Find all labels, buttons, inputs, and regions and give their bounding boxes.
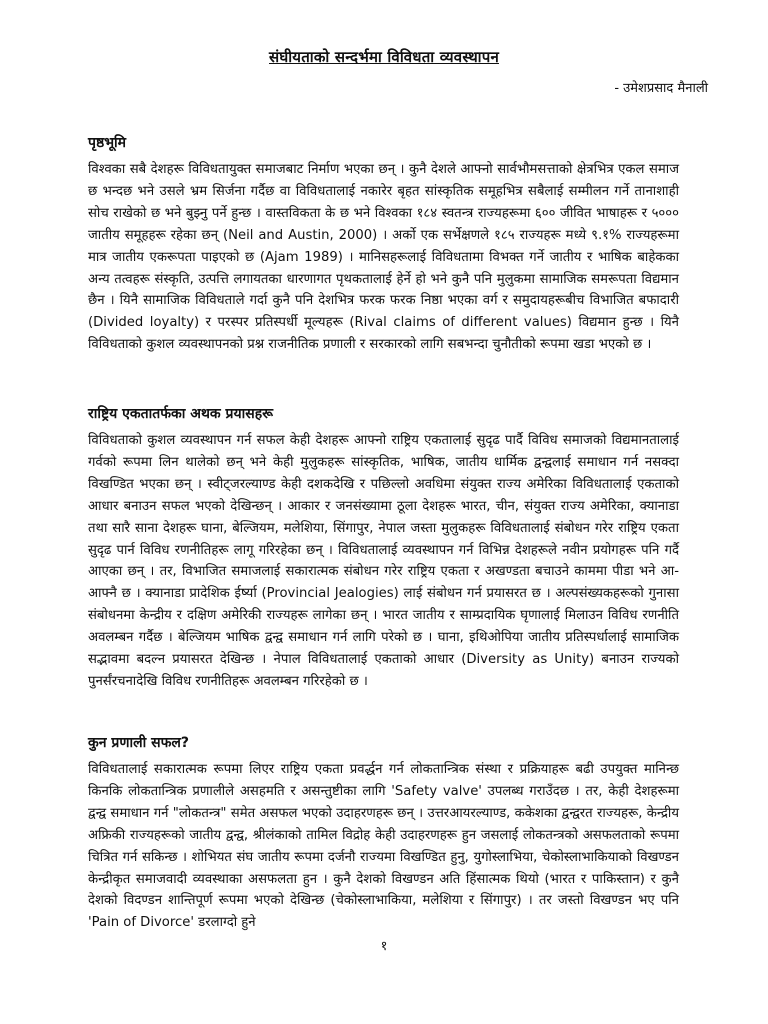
section-body-national-unity: विविधताको कुशल व्यवस्थापन गर्न सफल केही देशहरू आफ्नो राष्ट्रिय एकतालाई सुदृढ पार्दै विविध समाजको विद्यमानतालाई गर्वको रूपमा लिन थालेको छन् भने केही मुलुकहरू सांस्कृतिक, भाषिक, जातीय धार्मिक द्वन्द्वलाई समाधान गर्न नसक्दा विखण्डित भएका छन् । स्वीट्जरल्याण्ड केही दशकदेखि र पछिल्लो अवधिमा संयुक्त राज्य अमेरिका विविधतालाई एकताको आधार बनाउन सफल भएको देखिन्छन् । आकार र जनसंख्यामा ठूला देशहरू भारत, चीन, संयुक्त राज्य अमेरिका, क्यानाडा तथा सारै साना देशहरू घाना, बेल्जियम, मलेशिया, सिंगापुर, नेपाल जस्ता मुलुकहरू विविधतालाई संबोधन गरेर राष्ट्रिय एकता सुदृढ पार्न विविध रणनीतिहरू लागू गरिरहेका छन् । विविधतालाई व्यवस्थापन गर्न विभिन्न देशहरूले नवीन प्रयोगहरू पनि गर्दै आएका छन् । तर, विभाजित समाजलाई सकारात्मक संबोधन गरेर राष्ट्रिय एकता र अखण्डता बचाउने काममा पीडा भने आ-आफ्नै छ । क्यानाडा प्रादेशिक ईर्ष्या (Provincial Jealogies) लाई संबोधन गर्न प्रयासरत छ । अल्पसंख्यकहरूको गुनासा संबोधनमा केन्द्रीय र दक्षिण अमेरिकी राज्यहरू लागेका छन् । भारत जातीय र साम्प्रदायिक घृणालाई मिलाउन विविध रणनीति अवलम्बन गर्दैछ । बेल्जियम भाषिक द्वन्द्व समाधान गर्न लागि परेको छ । घाना, इथिओपिया जातीय प्रतिस्पर्धालाई सामाजिक सद्भावमा बदल्न प्रयासरत देखिन्छ । नेपाल विविधतालाई एकताको आधार (Diversity as Unity) बनाउन राज्यको पुनर्संरचनादेखि विविध रणनीतिहरू अवलम्बन गरिरहेको छ । [88,433,680,689]
section-body-which-system: विविधतालाई सकारात्मक रूपमा लिएर राष्ट्रिय एकता प्रवर्द्धन गर्न लोकतान्त्रिक संस्था र प्रक्रियाहरू बढी उपयुक्त मानिन्छ किनकि लोकतान्त्रिक प्रणालीले असहमति र असन्तुष्टीका लागि 'Safety valve' उपलब्ध गराउँदछ । तर, केही देशहरूमा द्वन्द्व समाधान गर्न "लोकतन्त्र" समेत असफल भएको उदाहरणहरू छन् । उत्तरआयरल्याण्ड, ककेशका द्वन्द्वरत राज्यहरू, केन्द्रीय अफ्रिकी राज्यहरूको जातीय द्वन्द्व, श्रीलंकाको तामिल विद्रोह केही उदाहरणहरू हुन जसलाई लोकतन्त्रको असफलताको रूपमा चित्रित गर्न सकिन्छ । शोभियत संघ जातीय रूपमा दर्जनौ राज्यमा विखण्डित हुनु, युगोस्लाभिया, चेकोस्लाभाकियाको विखण्डन केन्द्रीकृत समाजवादी व्यवस्थाका असफलता हुन । कुनै देशको विखण्डन अति हिंसात्मक थियो (भारत र पाकिस्तान) र कुनै देशको विदण्डन शान्तिपूर्ण रूपमा भएको देखिन्छ (चेकोस्लाभाकिया, मलेशिया र सिंगापुर) । तर जस्तो विखण्डन भए पनि 'Pain of Divorce' डरलाग्दो हुने [88,762,679,931]
section-body-background: विश्वका सबै देशहरू विविधतायुक्त समाजबाट निर्माण भएका छन् । कुनै देशले आफ्नो सार्वभौमसत्ताको क्षेत्रभित्र एकल समाज छ भन्दछ भने उसले भ्रम सिर्जना गर्दैछ वा विविधतालाई नकारेर बृहत सांस्कृतिक समूहभित्र सबैलाई सम्मीलन गर्ने तानाशाही सोच राखेको छ भने बुझ्नु पर्ने हुन्छ । वास्तविकता के छ भने विश्वका १८४ स्वतन्त्र राज्यहरूमा ६०० जीवित भाषाहरू र ५००० जातीय समूहहरू रहेका छन् (Neil and Austin, 2000) । अर्को एक सर्भेक्षणले १८५ राज्यहरू मध्ये ९.१% राज्यहरूमा मात्र जातीय एकरूपता पाइएको छ (Ajam 1989) । मानिसहरूलाई विविधतामा विभक्त गर्ने जातीय र भाषिक बाहेकका अन्य तत्वहरू संस्कृति, उत्पत्ति लगायतका धारणागत पृथकतालाई हेर्ने हो भने कुनै पनि मुलुकमा सामाजिक समरूपता विद्यमान छैन । यिनै सामाजिक विविधताले गर्दा कुनै पनि देशभित्र फरक फरक निष्ठा भएका वर्ग र समुदायहरूबीच विभाजित बफादारी (Divided loyalty) र परस्पर प्रतिस्पर्धी मूल्यहरू (Rival claims of different values) विद्यमान हुन्छ । यिनै विविधताको कुशल व्यवस्थापनको प्रश्न राजनीतिक प्रणाली र सरकारको लागि सबभन्दा चुनौतीको रूपमा खडा भएको छ । [88,162,680,353]
author-line: - उमेशप्रसाद मैनाली [614,81,708,96]
section-heading-background: पृष्ठभूमि [88,135,127,151]
section-heading-national-unity: राष्ट्रिय एकतातर्फका अथक प्रयासहरू [88,406,274,422]
page-number: १ [380,939,388,954]
document-title: संघीयताको सन्दर्भमा विविधता व्यवस्थापन [269,48,499,66]
section-heading-which-system: कुन प्रणाली सफल? [88,735,189,751]
